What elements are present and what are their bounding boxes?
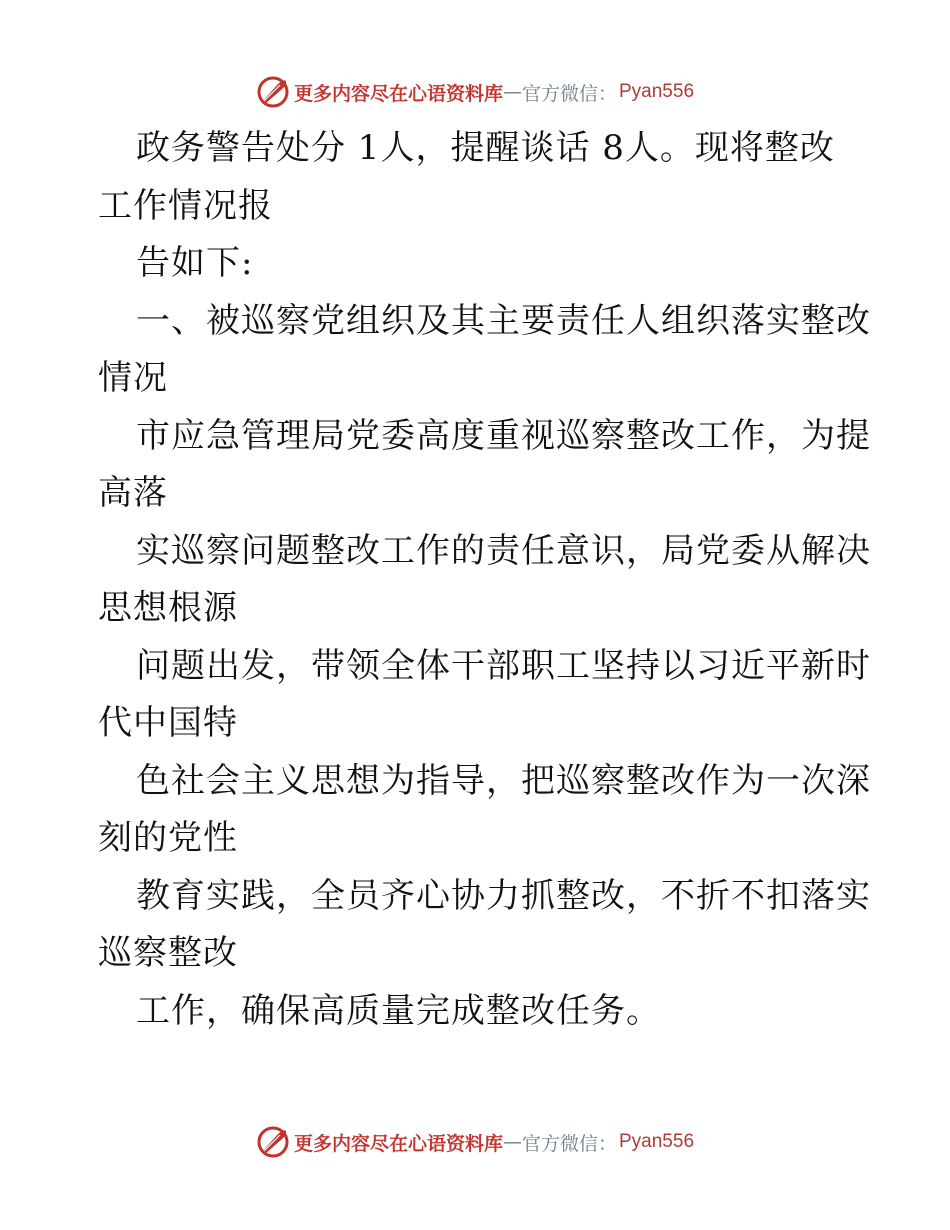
body-line: 实巡察问题整改工作的责任意识，局党委从解决 xyxy=(136,530,871,571)
feather-pen-logo-icon xyxy=(256,1125,290,1159)
body-line: 告如下: xyxy=(136,243,254,283)
body-line: 刻的党性 xyxy=(98,818,238,858)
body-line: 教育实践，全员齐心协力抓整改，不折不扣落实 xyxy=(136,875,871,916)
section-heading-line: 情况 xyxy=(98,358,168,398)
body-line: 工作，确保高质量完成整改任务。 xyxy=(136,990,661,1031)
footer-watermark xyxy=(0,1122,950,1162)
body-line: 市应急管理局党委高度重视巡察整改工作，为提 xyxy=(136,415,871,456)
watermark-dash: — xyxy=(502,1131,522,1153)
feather-pen-logo-icon xyxy=(256,75,290,109)
body-line: 高落 xyxy=(98,473,168,513)
body-line: 工作情况报 xyxy=(98,185,273,226)
body-line: 问题出发，带领全体干部职工坚持以习近平新时 xyxy=(136,645,871,686)
section-heading-line: 一、被巡察党组织及其主要责任人组织落实整改 xyxy=(136,300,871,341)
header-watermark xyxy=(0,72,950,112)
watermark-dash: — xyxy=(502,81,522,103)
body-line: 巡察整改 xyxy=(98,933,238,973)
body-line: 思想根源 xyxy=(98,588,238,628)
watermark-main-text: 更多内容尽在心语资料库 xyxy=(293,1132,503,1155)
watermark-wechat-id: Pyan556 xyxy=(619,1131,695,1152)
body-line: 代中国特 xyxy=(98,703,238,743)
watermark-sub-text: 官方微信： xyxy=(521,1132,617,1155)
document-body xyxy=(98,120,871,1040)
watermark-wechat-id: Pyan556 xyxy=(619,81,695,102)
body-line: 色社会主义思想为指导，把巡察整改作为一次深 xyxy=(136,760,871,801)
body-line: 政务警告处分 1人，提醒谈话 8人。现将整改 xyxy=(136,128,835,168)
watermark-main-text: 更多内容尽在心语资料库 xyxy=(293,82,503,105)
watermark-sub-text: 官方微信： xyxy=(521,82,617,105)
